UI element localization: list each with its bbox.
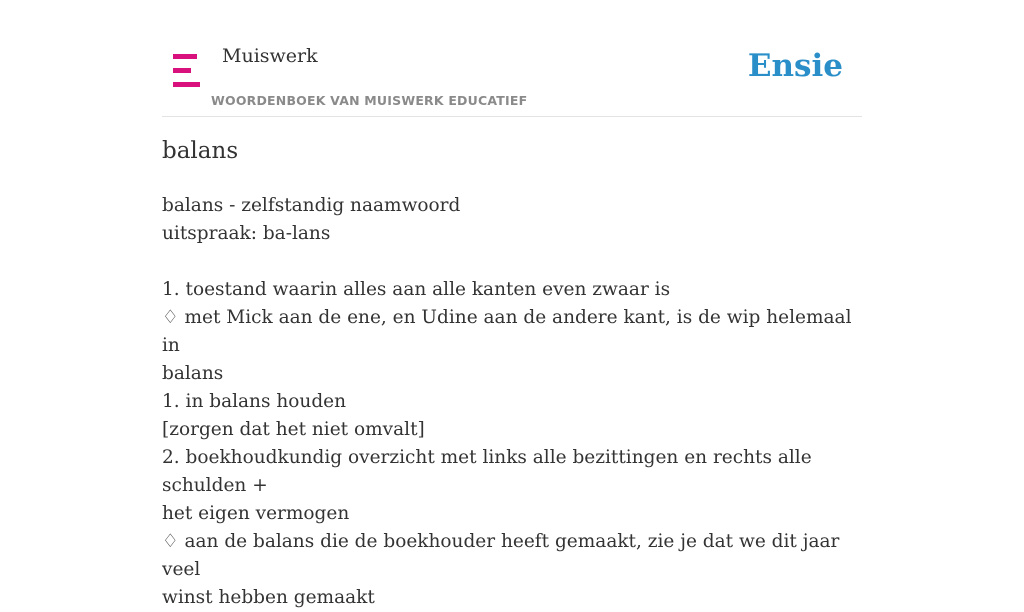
definition-line: het eigen vermogen [162,503,350,524]
source-subtitle: WOORDENBOEK VAN MUISWERK EDUCATIEF [211,93,528,108]
definition-line: balans [162,363,224,384]
definition-line: 1. toestand waarin alles aan alle kanten even zwaar is [162,279,671,300]
ensie-logo-link[interactable]: Ensie [747,48,843,84]
definition-body [162,192,862,612]
definition-line: ♢ met Mick aan de ene, en Udine aan de andere kant, is de wip helemaal in [162,307,852,356]
entry-title: balans [162,138,239,164]
definition-line: 2. boekhoudkundig overzicht met links alle bezittingen en rechts alle schulden + [162,447,812,496]
definition-line: [zorgen dat het niet omvalt] [162,419,425,440]
definition-line: winst hebben gemaakt [162,587,375,608]
muiswerk-logo-icon[interactable] [173,54,200,88]
page-container [162,0,862,608]
definition-line: balans - zelfstandig naamwoord [162,195,461,216]
definition-line: ♢ aan de balans die de boekhouder heeft gemaakt, zie je dat we dit jaar veel [162,531,840,580]
source-name[interactable]: Muiswerk [222,45,318,67]
definition-line [162,248,862,276]
definition-line: 1. in balans houden [162,391,347,412]
source-header [162,0,862,117]
definition-line: uitspraak: ba-lans [162,223,331,244]
